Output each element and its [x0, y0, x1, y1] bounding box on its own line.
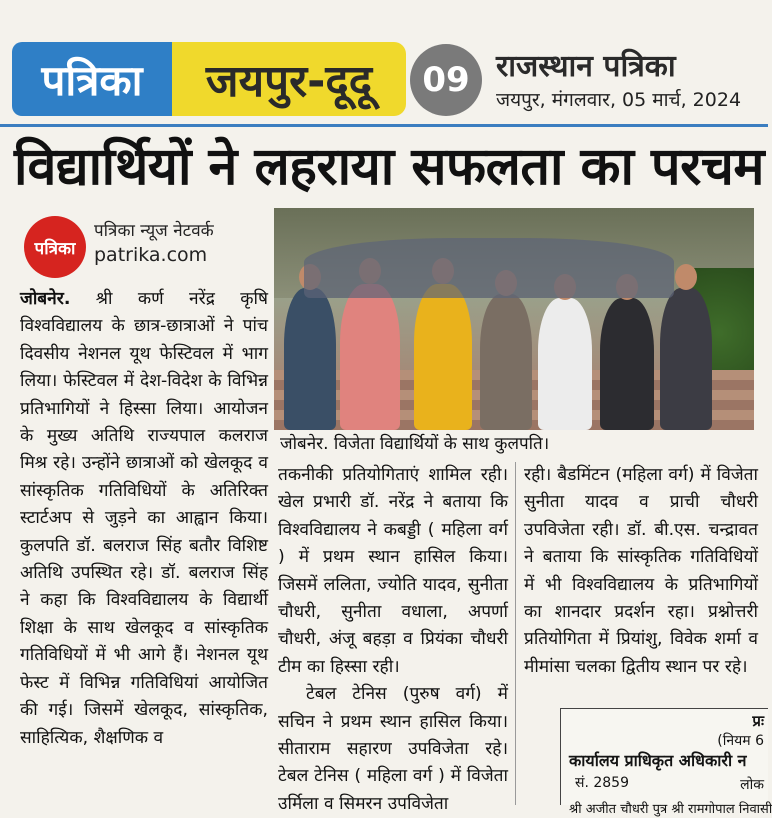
column-3-paragraph: रही। बैडमिंटन (महिला वर्ग) में विजेता सुनीता यादव व प्राची चौधरी उपविजेता रही। डॉ. बी.एस. चन्द्रावत ने बताया कि सांस्कृतिक गतिविधियों में भी विश्वविद्यालय के प्रतिभागियों का शानदार प्रदर्शन रहा। प्रश्नोत्तरी प्रतियोगिता में प्रियांशु, विवेक शर्मा व मीमांसा चलका द्वितीय स्थान पर रहे। — [524, 465, 758, 677]
patrika-logo-icon: पत्रिका — [24, 216, 86, 278]
notice-location: लोक — [740, 777, 764, 793]
notice-office: कार्यालय प्राधिकृत अधिकारी न — [569, 751, 747, 770]
photo-person — [600, 298, 654, 430]
notice-number: सं. 2859 — [575, 775, 629, 791]
byline — [18, 210, 268, 280]
photo-person — [480, 294, 532, 430]
article-headline: विद्यार्थियों ने लहराया सफलता का परचम — [14, 137, 764, 197]
page-number: 09 — [410, 44, 482, 116]
notice-heading: प्रः — [752, 712, 764, 730]
masthead-rule — [0, 124, 768, 127]
paper-name: राजस्थान पत्रिका — [496, 49, 676, 84]
photo-crowd — [304, 238, 674, 298]
photo-person — [660, 288, 712, 430]
photo-person — [538, 298, 592, 430]
column-divider — [515, 462, 516, 805]
photo-caption: जोबनेर. विजेता विद्यार्थियों के साथ कुलपति। — [280, 434, 550, 454]
column-2-paragraph-1: तकनीकी प्रतियोगिताएं शामिल रही। खेल प्रभारी डॉ. नरेंद्र ने बताया कि विश्वविद्यालय ने कबड्डी ( महिला वर्ग ) में प्रथम स्थान हासिल किया। जिसमें ललिता, ज्योति यादव, सुनीता चौधरी, सुनीता वधाला, अपर्णा चौधरी, अंजू बहड़ा व प्रियंका चौधरी टीम का हिस्सा रही। — [278, 465, 508, 677]
article-column-1 — [20, 286, 268, 752]
article-column-2 — [278, 462, 508, 818]
photo-person — [414, 284, 472, 430]
group-photo — [274, 208, 754, 430]
masthead — [0, 0, 768, 122]
photo-person — [340, 284, 400, 430]
column-1-paragraph — [20, 286, 268, 752]
byline-agency: पत्रिका न्यूज नेटवर्क — [94, 221, 214, 241]
date-line: जयपुर, मंगलवार, 05 मार्च, 2024 — [496, 89, 742, 111]
public-notice — [560, 708, 772, 817]
article-column-3 — [524, 462, 758, 681]
edition-badge: जयपुर-दूदू — [172, 42, 406, 116]
notice-bottom-line: श्री अजीत चौधरी पुत्र श्री रामगोपाल निवासी — [569, 802, 772, 817]
photo-person-head — [675, 264, 697, 290]
column-2-paragraph-2: टेबल टेनिस (पुरुष वर्ग) में सचिन ने प्रथम स्थान हासिल किया। सीताराम सहारण उपविजेता रहे। टेबल टेनिस ( महिला वर्ग ) में विजेता उर्मिला व सिमरन उपविजेता — [278, 684, 508, 814]
photo-person — [284, 288, 336, 430]
dateline-lead: जोबनेर. — [20, 289, 71, 309]
brand-badge: पत्रिका — [12, 42, 172, 116]
notice-rule: (नियम 6 — [717, 733, 764, 749]
column-1-text: श्री कर्ण नरेंद्र कृषि विश्वविद्यालय के छात्र-छात्राओं ने पांच दिवसीय नेशनल यूथ फेस्टिवल में भाग लिया। फेस्टिवल में देश-विदेश के विभिन्न प्रतिभागियों ने हिस्सा लिया। आयोजन के मुख्य अतिथि राज्यपाल कलराज मिश्र रहे। उन्होंने छात्राओं को खेलकूद व सांस्कृतिक गतिविधियों के अतिरिक्त स्टार्टअप से जुड़ने का आह्वान किया। कुलपति डॉ. बलराज सिंह बतौर विशिष्ट अतिथि उपस्थित रहे। डॉ. बलराज सिंह ने कहा कि विश्वविद्यालय के विद्यार्थी शिक्षा के साथ खेलकूद व सांस्कृतिक गतिविधियों में भी आगे हैं। नेशनल यूथ फेस्ट में विभिन्न गतिविधियां आयोजित की गई। जिसमें खेलकूद, सांस्कृतिक, साहित्यिक, शैक्षणिक व — [20, 289, 268, 748]
byline-website: patrika.com — [94, 244, 208, 266]
